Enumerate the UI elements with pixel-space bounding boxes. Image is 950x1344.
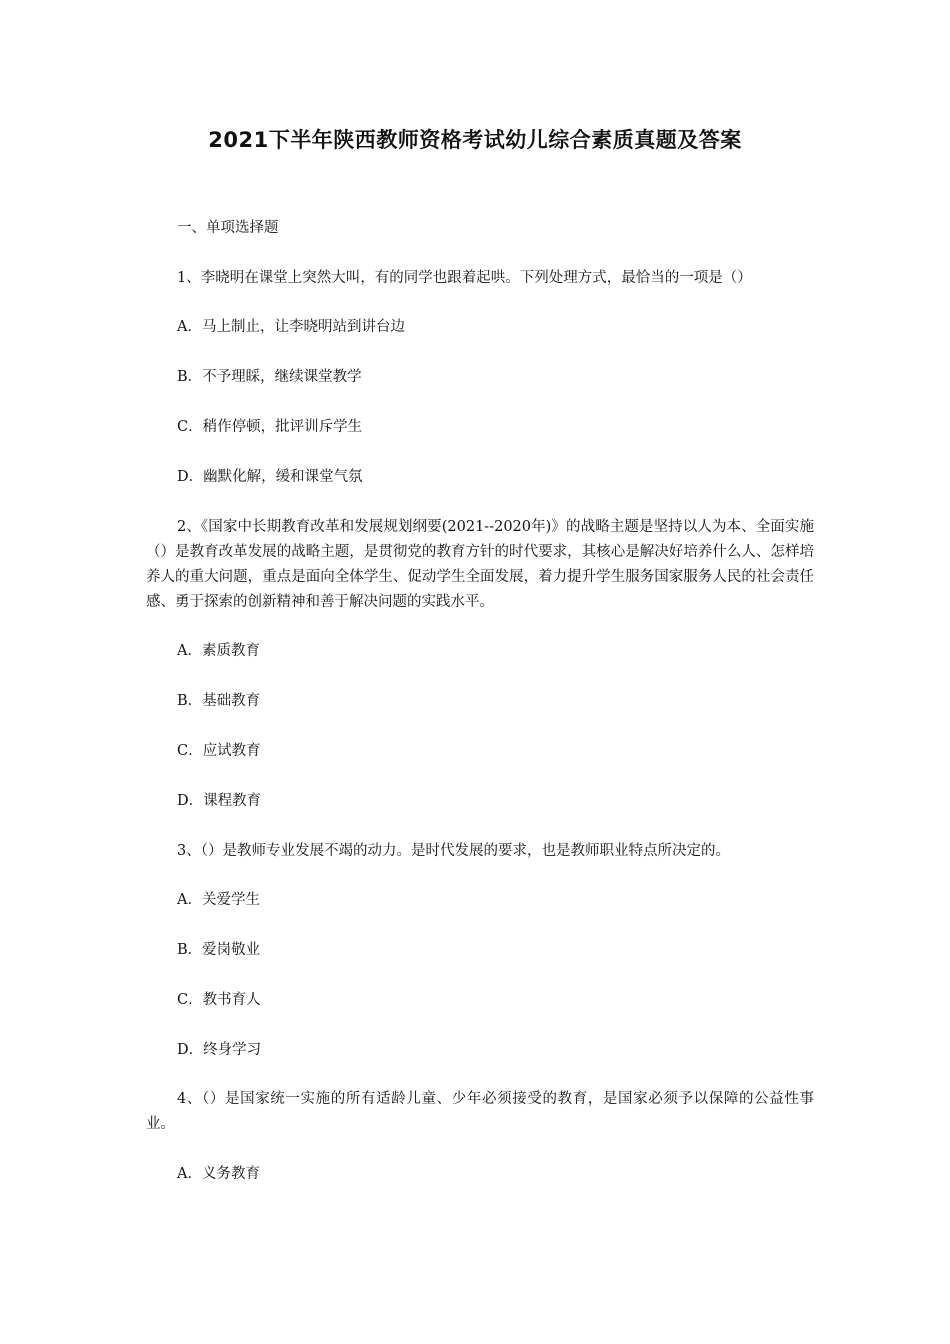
question-3-option-d: D．终身学习 bbox=[177, 1042, 262, 1058]
question-2-option-a: A．素质教育 bbox=[177, 643, 260, 659]
question-2-stem: 2、《国家中长期教育改革和发展规划纲要(2021--2020年)》的战略主题是坚持以人为本、全面实施（）是教育改革发展的战略主题，是贯彻党的教育方针的时代要求，其核心是解决好培养什么人、怎样培养人的重大问题，重点是面向全体学生、促动学生全面发展，着力提升学生服务国家服务人民的社会责任感、勇于探索的创新精神和善于解决问题的实践水平。 bbox=[146, 519, 814, 610]
question-2-option-d: D．课程教育 bbox=[177, 793, 262, 809]
question-1-stem: 1、李晓明在课堂上突然大叫，有的同学也跟着起哄。下列处理方式，最恰当的一项是（） bbox=[177, 270, 752, 286]
question-3-option-a: A．关爱学生 bbox=[177, 892, 260, 908]
question-1-option-c: C．稍作停顿，批评训斥学生 bbox=[177, 419, 363, 435]
question-3-stem: 3、（）是教师专业发展不竭的动力。是时代发展的要求，也是教师职业特点所决定的。 bbox=[177, 843, 730, 859]
question-1-option-a: A．马上制止，让李晓明站到讲台边 bbox=[177, 319, 405, 335]
question-3-option-c: C．教书育人 bbox=[177, 992, 261, 1008]
question-1-option-d: D．幽默化解，缓和课堂气氛 bbox=[177, 469, 363, 485]
question-2-option-b: B．基础教育 bbox=[177, 693, 261, 709]
question-3-option-b: B．爱岗敬业 bbox=[177, 942, 261, 958]
question-4-stem: 4、（）是国家统一实施的所有适龄儿童、少年必须接受的教育，是国家必须予以保障的公益性事业。 bbox=[146, 1091, 814, 1132]
question-4-option-a: A．义务教育 bbox=[177, 1166, 260, 1182]
question-1-option-b: B．不予理睬，继续课堂教学 bbox=[177, 369, 362, 385]
section-heading: 一、单项选择题 bbox=[177, 220, 279, 236]
question-2-option-c: C．应试教育 bbox=[177, 743, 261, 759]
document-title: 2021下半年陕西教师资格考试幼儿综合素质真题及答案 bbox=[208, 128, 742, 152]
